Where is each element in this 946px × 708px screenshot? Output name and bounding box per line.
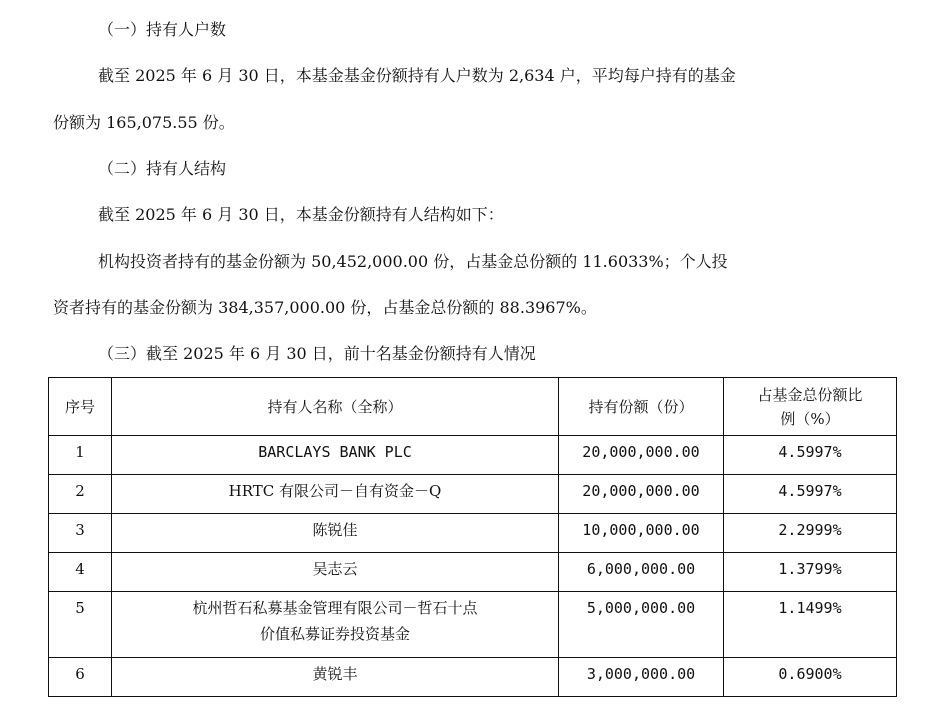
cell-ratio: 0.6900%	[724, 658, 897, 697]
cell-ratio: 2.2999%	[724, 514, 897, 553]
table-row	[49, 514, 897, 553]
cell-holder-name: 陈锐佳	[112, 514, 559, 553]
table-row	[49, 592, 897, 658]
cell-ratio: 1.1499%	[724, 592, 897, 658]
cell-shares: 6,000,000.00	[559, 553, 724, 592]
table-row	[49, 475, 897, 514]
top-holders-table	[48, 377, 897, 697]
cell-seq: 2	[49, 475, 112, 514]
cell-shares: 20,000,000.00	[559, 436, 724, 475]
cell-seq: 4	[49, 553, 112, 592]
cell-holder-name: BARCLAYS BANK PLC	[112, 436, 559, 475]
header-holder-name: 持有人名称（全称）	[112, 378, 559, 436]
cell-ratio: 1.3799%	[724, 553, 897, 592]
cell-seq: 5	[49, 592, 112, 658]
header-ratio	[724, 378, 897, 436]
cell-holder-name: HRTC 有限公司－自有资金－Q	[112, 475, 559, 514]
section-2-paragraph-line-1: 机构投资者持有的基金份额为 50,452,000.00 份，占基金总份额的 11.6033%；个人投	[98, 252, 728, 271]
section-1-paragraph-line-2: 份额为 165,075.55 份。	[53, 113, 235, 132]
cell-shares: 20,000,000.00	[559, 475, 724, 514]
cell-holder-name: 吴志云	[112, 553, 559, 592]
header-seq: 序号	[49, 378, 112, 436]
table-row	[49, 658, 897, 697]
cell-ratio: 4.5997%	[724, 436, 897, 475]
section-1-title: （一）持有人户数	[98, 20, 227, 39]
section-2-paragraph-line-2: 资者持有的基金份额为 384,357,000.00 份，占基金总份额的 88.3967%。	[53, 298, 597, 317]
cell-holder-name-line-2: 价值私募证券投资基金	[259, 625, 410, 643]
header-ratio-line-1: 占基金总份额比	[757, 386, 863, 404]
cell-shares: 10,000,000.00	[559, 514, 724, 553]
header-ratio-line-2: 例（%）	[780, 410, 840, 428]
cell-seq: 6	[49, 658, 112, 697]
table-row	[49, 553, 897, 592]
cell-seq: 3	[49, 514, 112, 553]
header-shares: 持有份额（份）	[559, 378, 724, 436]
cell-holder-name-line-1: 杭州哲石私募基金管理有限公司－哲石十点	[192, 599, 478, 617]
cell-seq: 1	[49, 436, 112, 475]
cell-shares: 5,000,000.00	[559, 592, 724, 658]
table-row	[49, 436, 897, 475]
cell-shares: 3,000,000.00	[559, 658, 724, 697]
section-2-title: （二）持有人结构	[98, 159, 227, 178]
section-3-title: （三）截至 2025 年 6 月 30 日，前十名基金份额持有人情况	[98, 344, 536, 363]
cell-holder-name	[112, 592, 559, 658]
cell-holder-name: 黄锐丰	[112, 658, 559, 697]
section-1-paragraph-line-1: 截至 2025 年 6 月 30 日，本基金基金份额持有人户数为 2,634 户，平均每户持有的基金	[98, 66, 736, 85]
cell-ratio: 4.5997%	[724, 475, 897, 514]
section-2-intro: 截至 2025 年 6 月 30 日，本基金份额持有人结构如下：	[98, 205, 504, 224]
table-header-row	[49, 378, 897, 436]
